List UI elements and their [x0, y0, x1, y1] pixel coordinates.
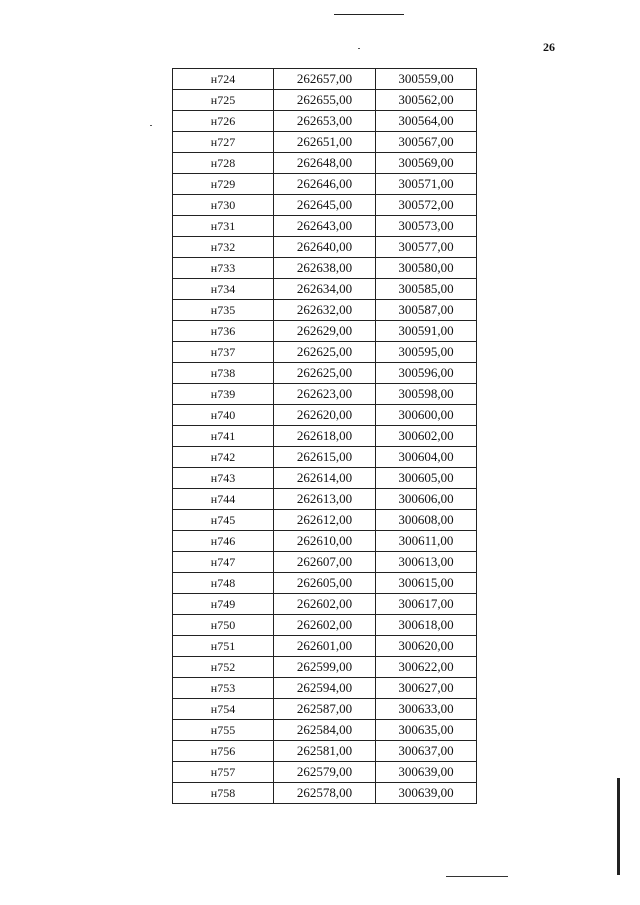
footer-rule — [446, 876, 508, 877]
table-row — [173, 258, 477, 279]
table-row — [173, 762, 477, 783]
x-coordinate-cell: 262653,00 — [274, 111, 376, 132]
y-coordinate-cell: 300611,00 — [376, 531, 477, 552]
x-coordinate-cell: 262646,00 — [274, 174, 376, 195]
x-coordinate-cell: 262610,00 — [274, 531, 376, 552]
y-coordinate-cell: 300564,00 — [376, 111, 477, 132]
x-coordinate-cell: 262579,00 — [274, 762, 376, 783]
table-row — [173, 363, 477, 384]
x-coordinate-cell: 262638,00 — [274, 258, 376, 279]
x-coordinate-cell: 262607,00 — [274, 552, 376, 573]
point-id-cell: н752 — [173, 657, 274, 678]
point-id-cell: н736 — [173, 321, 274, 342]
point-id-cell: н754 — [173, 699, 274, 720]
point-id-cell: н741 — [173, 426, 274, 447]
point-id-cell: н733 — [173, 258, 274, 279]
x-coordinate-cell: 262643,00 — [274, 216, 376, 237]
y-coordinate-cell: 300615,00 — [376, 573, 477, 594]
x-coordinate-cell: 262634,00 — [274, 279, 376, 300]
table-row — [173, 132, 477, 153]
point-id-cell: н726 — [173, 111, 274, 132]
y-coordinate-cell: 300622,00 — [376, 657, 477, 678]
x-coordinate-cell: 262623,00 — [274, 384, 376, 405]
table-row — [173, 321, 477, 342]
x-coordinate-cell: 262615,00 — [274, 447, 376, 468]
table-row — [173, 699, 477, 720]
table-row — [173, 153, 477, 174]
y-coordinate-cell: 300573,00 — [376, 216, 477, 237]
table-row — [173, 615, 477, 636]
point-id-cell: н739 — [173, 384, 274, 405]
table-row — [173, 594, 477, 615]
table-row — [173, 573, 477, 594]
point-id-cell: н755 — [173, 720, 274, 741]
y-coordinate-cell: 300567,00 — [376, 132, 477, 153]
y-coordinate-cell: 300559,00 — [376, 69, 477, 90]
x-coordinate-cell: 262620,00 — [274, 405, 376, 426]
table-row — [173, 300, 477, 321]
y-coordinate-cell: 300606,00 — [376, 489, 477, 510]
point-id-cell: н728 — [173, 153, 274, 174]
x-coordinate-cell: 262655,00 — [274, 90, 376, 111]
y-coordinate-cell: 300571,00 — [376, 174, 477, 195]
x-coordinate-cell: 262618,00 — [274, 426, 376, 447]
point-id-cell: н725 — [173, 90, 274, 111]
point-id-cell: н742 — [173, 447, 274, 468]
x-coordinate-cell: 262602,00 — [274, 594, 376, 615]
point-id-cell: н751 — [173, 636, 274, 657]
table-row — [173, 195, 477, 216]
y-coordinate-cell: 300617,00 — [376, 594, 477, 615]
point-id-cell: н744 — [173, 489, 274, 510]
point-id-cell: н747 — [173, 552, 274, 573]
table-row — [173, 531, 477, 552]
y-coordinate-cell: 300580,00 — [376, 258, 477, 279]
x-coordinate-cell: 262581,00 — [274, 741, 376, 762]
table-row — [173, 384, 477, 405]
y-coordinate-cell: 300562,00 — [376, 90, 477, 111]
table-row — [173, 216, 477, 237]
point-id-cell: н724 — [173, 69, 274, 90]
table-row — [173, 111, 477, 132]
point-id-cell: н740 — [173, 405, 274, 426]
table-row — [173, 69, 477, 90]
table-row — [173, 720, 477, 741]
point-id-cell: н748 — [173, 573, 274, 594]
x-coordinate-cell: 262614,00 — [274, 468, 376, 489]
table-row — [173, 678, 477, 699]
y-coordinate-cell: 300608,00 — [376, 510, 477, 531]
scan-edge-mark — [617, 778, 620, 875]
x-coordinate-cell: 262648,00 — [274, 153, 376, 174]
y-coordinate-cell: 300585,00 — [376, 279, 477, 300]
x-coordinate-cell: 262645,00 — [274, 195, 376, 216]
x-coordinate-cell: 262657,00 — [274, 69, 376, 90]
x-coordinate-cell: 262594,00 — [274, 678, 376, 699]
x-coordinate-cell: 262602,00 — [274, 615, 376, 636]
point-id-cell: н731 — [173, 216, 274, 237]
y-coordinate-cell: 300602,00 — [376, 426, 477, 447]
point-id-cell: н753 — [173, 678, 274, 699]
y-coordinate-cell: 300569,00 — [376, 153, 477, 174]
y-coordinate-cell: 300620,00 — [376, 636, 477, 657]
point-id-cell: н732 — [173, 237, 274, 258]
y-coordinate-cell: 300639,00 — [376, 783, 477, 804]
y-coordinate-cell: 300600,00 — [376, 405, 477, 426]
point-id-cell: н734 — [173, 279, 274, 300]
header-rule — [334, 14, 404, 15]
y-coordinate-cell: 300596,00 — [376, 363, 477, 384]
table-row — [173, 90, 477, 111]
point-id-cell: н735 — [173, 300, 274, 321]
point-id-cell: н758 — [173, 783, 274, 804]
x-coordinate-cell: 262632,00 — [274, 300, 376, 321]
table-row — [173, 657, 477, 678]
table-row — [173, 447, 477, 468]
table-row — [173, 342, 477, 363]
x-coordinate-cell: 262601,00 — [274, 636, 376, 657]
point-id-cell: н727 — [173, 132, 274, 153]
point-id-cell: н738 — [173, 363, 274, 384]
y-coordinate-cell: 300635,00 — [376, 720, 477, 741]
table-row — [173, 552, 477, 573]
table-row — [173, 510, 477, 531]
x-coordinate-cell: 262640,00 — [274, 237, 376, 258]
point-id-cell: н746 — [173, 531, 274, 552]
point-id-cell: н737 — [173, 342, 274, 363]
point-id-cell: н756 — [173, 741, 274, 762]
table-row — [173, 783, 477, 804]
y-coordinate-cell: 300604,00 — [376, 447, 477, 468]
coordinates-table-body — [173, 69, 477, 804]
x-coordinate-cell: 262625,00 — [274, 363, 376, 384]
table-row — [173, 237, 477, 258]
table-row — [173, 489, 477, 510]
point-id-cell: н730 — [173, 195, 274, 216]
table-row — [173, 741, 477, 762]
table-row — [173, 468, 477, 489]
table-row — [173, 636, 477, 657]
x-coordinate-cell: 262605,00 — [274, 573, 376, 594]
point-id-cell: н757 — [173, 762, 274, 783]
y-coordinate-cell: 300627,00 — [376, 678, 477, 699]
y-coordinate-cell: 300572,00 — [376, 195, 477, 216]
x-coordinate-cell: 262629,00 — [274, 321, 376, 342]
table-row — [173, 279, 477, 300]
scan-speck — [358, 48, 360, 49]
y-coordinate-cell: 300587,00 — [376, 300, 477, 321]
y-coordinate-cell: 300637,00 — [376, 741, 477, 762]
point-id-cell: н743 — [173, 468, 274, 489]
y-coordinate-cell: 300605,00 — [376, 468, 477, 489]
x-coordinate-cell: 262584,00 — [274, 720, 376, 741]
table-row — [173, 426, 477, 447]
y-coordinate-cell: 300613,00 — [376, 552, 477, 573]
y-coordinate-cell: 300591,00 — [376, 321, 477, 342]
x-coordinate-cell: 262612,00 — [274, 510, 376, 531]
x-coordinate-cell: 262599,00 — [274, 657, 376, 678]
table-row — [173, 405, 477, 426]
point-id-cell: н729 — [173, 174, 274, 195]
y-coordinate-cell: 300618,00 — [376, 615, 477, 636]
x-coordinate-cell: 262651,00 — [274, 132, 376, 153]
coordinates-table — [172, 68, 477, 804]
x-coordinate-cell: 262578,00 — [274, 783, 376, 804]
y-coordinate-cell: 300598,00 — [376, 384, 477, 405]
y-coordinate-cell: 300577,00 — [376, 237, 477, 258]
point-id-cell: н749 — [173, 594, 274, 615]
page-number: 26 — [543, 40, 555, 54]
point-id-cell: н750 — [173, 615, 274, 636]
y-coordinate-cell: 300595,00 — [376, 342, 477, 363]
x-coordinate-cell: 262587,00 — [274, 699, 376, 720]
x-coordinate-cell: 262625,00 — [274, 342, 376, 363]
table-row — [173, 174, 477, 195]
y-coordinate-cell: 300639,00 — [376, 762, 477, 783]
scan-speck — [150, 125, 152, 126]
x-coordinate-cell: 262613,00 — [274, 489, 376, 510]
point-id-cell: н745 — [173, 510, 274, 531]
y-coordinate-cell: 300633,00 — [376, 699, 477, 720]
